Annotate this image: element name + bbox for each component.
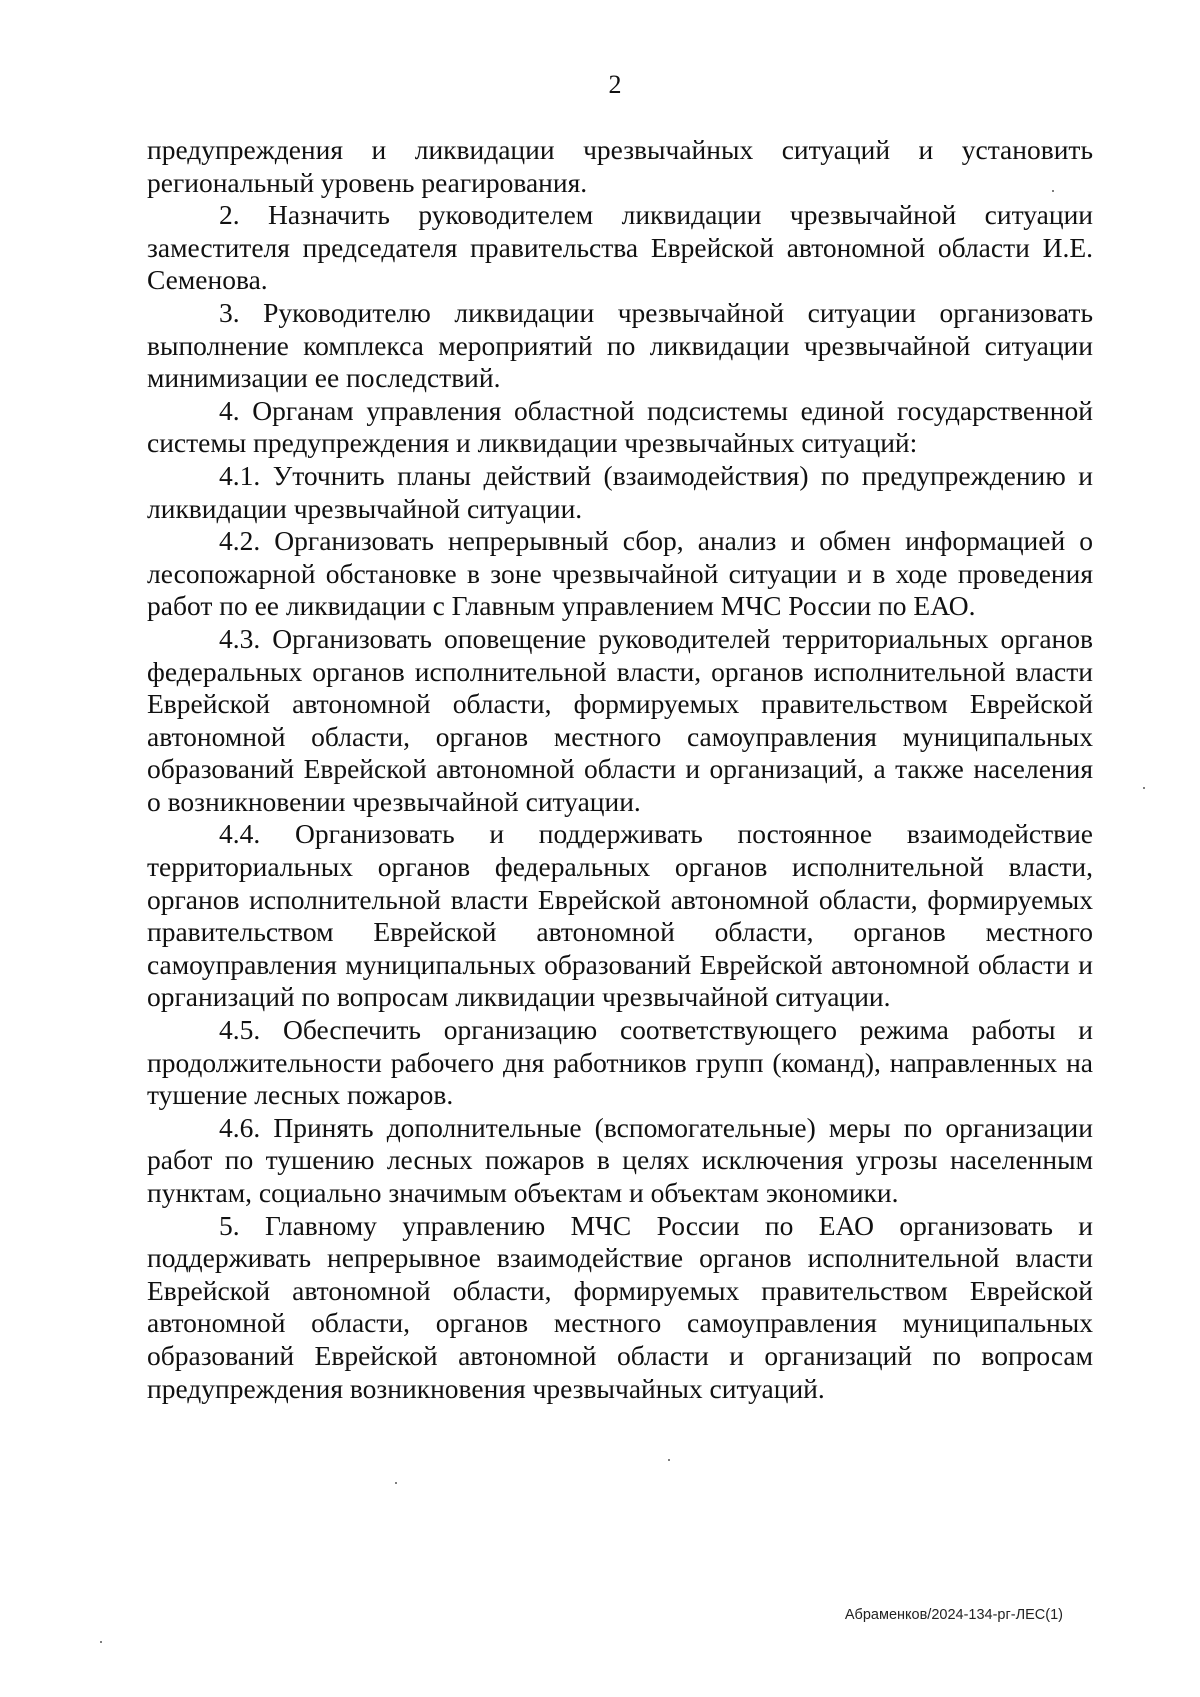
paragraph-item-4-6: 4.6. Принять дополнительные (вспомогательные) меры по организации работ по тушению лесных пожаров в целях исключения угрозы населенным пунктам, социально значимым объектам и объектам экономики. <box>147 1111 1093 1208</box>
scan-speck <box>395 1482 397 1484</box>
paragraph-continued: предупреждения и ликвидации чрезвычайных ситуаций и установить региональный уровень реагирования. <box>147 134 1093 198</box>
paragraph-item-3: 3. Руководителю ликвидации чрезвычайной ситуации организовать выполнение комплекса мероприятий по ликвидации чрезвычайной ситуации минимизации ее последствий. <box>147 296 1093 394</box>
scan-speck <box>668 1459 670 1461</box>
document-registration-code: Абраменков/2024-134-рг-ЛЕС(1) <box>844 1607 1063 1623</box>
scan-speck <box>100 1641 102 1643</box>
paragraph-item-4: 4. Органам управления областной подсистемы единой государственной системы предупреждения и ликвидации чрезвычайных ситуаций: <box>147 394 1093 459</box>
paragraph-item-4-5: 4.5. Обеспечить организацию соответствующего режима работы и продолжительности рабочего дня работников групп (команд), направленных на тушение лесных пожаров. <box>147 1014 1093 1111</box>
paragraph-item-4-1: 4.1. Уточнить планы действий (взаимодействия) по предупреждению и ликвидации чрезвычайной ситуации. <box>147 459 1093 524</box>
scan-speck <box>1143 787 1145 789</box>
paragraph-item-5: 5. Главному управлению МЧС России по ЕАО организовать и поддерживать непрерывное взаимодействие органов исполнительной власти Еврейской автономной области, формируемых правительством Еврейской автономной области, органов местного самоуправления муниципальных образований Еврейской автономной области и организаций по вопросам предупреждения возникновения чрезвычайных ситуаций. <box>147 1209 1093 1404</box>
document-body <box>147 134 1093 1405</box>
paragraph-item-4-4: 4.4. Организовать и поддерживать постоянное взаимодействие территориальных органов федеральных органов исполнительной власти, органов исполнительной власти Еврейской автономной области, формируемых правительством Еврейской автономной области, органов местного самоуправления муниципальных образований Еврейской автономной области и организаций по вопросам ликвидации чрезвычайной ситуации. <box>147 818 1093 1013</box>
page-number: 2 <box>608 70 622 99</box>
paragraph-item-4-2: 4.2. Организовать непрерывный сбор, анализ и обмен информацией о лесопожарной обстановке в зоне чрезвычайной ситуации и в ходе проведения работ по ее ликвидации с Главным управлением МЧС России по ЕАО. <box>147 525 1093 622</box>
scan-speck <box>1052 190 1054 192</box>
paragraph-item-2: 2. Назначить руководителем ликвидации чрезвычайной ситуации заместителя председателя правительства Еврейской автономной области И.Е. Семенова. <box>147 199 1093 296</box>
paragraph-item-4-3: 4.3. Организовать оповещение руководителей территориальных органов федеральных органов исполнительной власти, органов исполнительной власти Еврейской автономной области, формируемых правительством Еврейской автономной области, органов местного самоуправления муниципальных образований Еврейской автономной области и организаций, а также населения о возникновении чрезвычайной ситуации. <box>147 622 1093 817</box>
